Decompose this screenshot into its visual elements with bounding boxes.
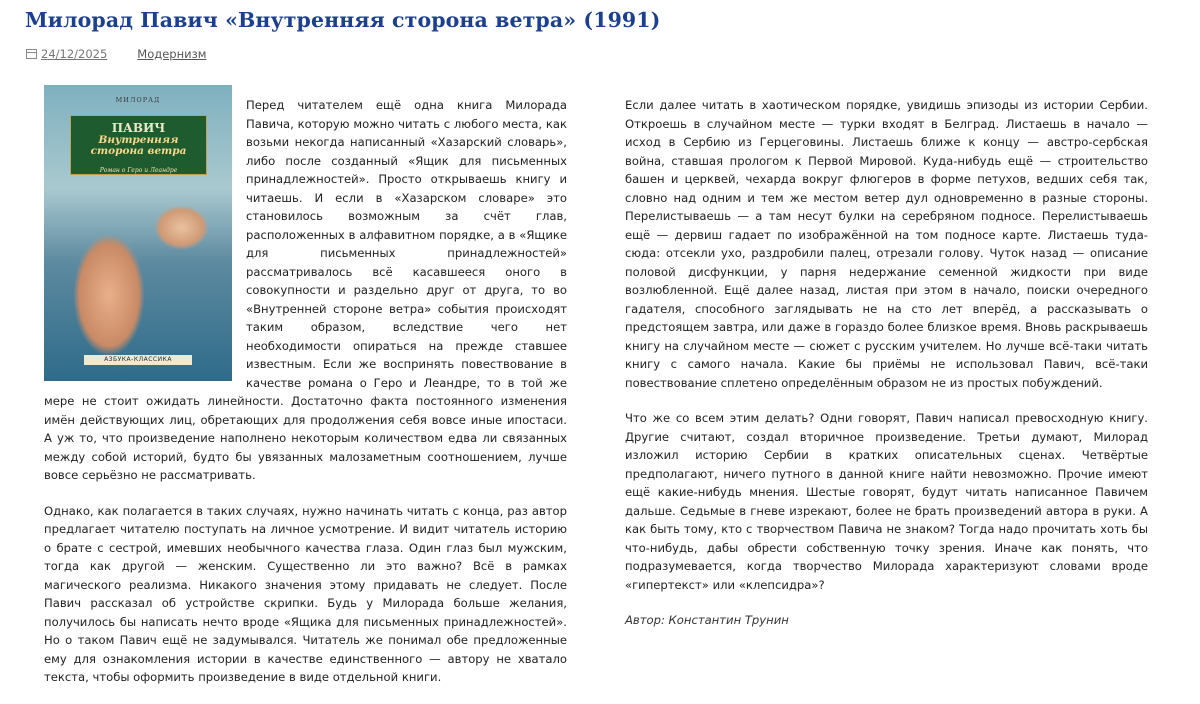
article-right-column — [625, 96, 1148, 647]
cover-title-line2: сторона ветра — [90, 145, 187, 157]
cover-cupid-art — [154, 205, 209, 250]
article-left-column — [44, 96, 567, 704]
paragraph-1: Перед читателем ещё одна книга Милорада Павича, которую можно читать с любого места, как возьми некогда написанный «Хазарский словарь», либо после созданный «Ящик для письменных принадлежностей». Просто открываешь книгу и читаешь. И если в «Хазарском словаре» это становилось возможным за счёт глав, расположенных в алфавитном порядке, а в «Ящике для письменных принадлежностей» рассматривалось всё касавшееся оного в совокупности и раздельно друг от друга, то во «Внутренней стороне ветра» события происходят таким образом, вследствие чего нет необходимости опираться на прежде ставшее известным. Если же воспринять повествование в качестве романа о Геро и Леандре, то в той же мере не стоит ожидать линейности. Достаточно факта постоянного изменения имён действующих лиц, обретающих для продолжения себя вовсе иные ипостаси. А уж то, что произведение наполнено некоторым количеством едва ли связанных между собой историй, будто бы увязанных малозаметным соотношением, лучше вовсе серьёзно не рассматривать. — [44, 98, 567, 482]
paragraph-4: Что же со всем этим делать? Одни говорят, Павич написал превосходную книгу. Другие считают, создал вторичное произведение. Третьи думают, Милорад изложил историю Сербии в кратких описательных сценах. Четвёртые предполагают, ничего путного в данной книге найти невозможно. Прочие имеют ещё какие-нибудь мнения. Шестые говорят, будут читать написанное Павичем дальше. Седьмые в гневе изрекают, более не брать произведений автора в руки. А как быть тому, кто с творчеством Павича не знаком? Тогда надо прочитать хоть бы что-нибудь, дабы обрести собственную точку зрения. Иначе как понять, что подразумевается, когда творчество Милорада характеризуют словами вроде «гипертекст» или «клепсидра»? — [625, 411, 1148, 592]
article-author: Автор: Константин Трунин — [625, 613, 789, 627]
calendar-icon — [26, 49, 37, 59]
book-cover-image — [44, 85, 232, 381]
post-title[interactable]: Милорад Павич «Внутренняя сторона ветра» (1991) — [25, 8, 661, 32]
cover-author: ПАВИЧ — [111, 121, 166, 135]
cover-title-panel — [70, 115, 207, 175]
cover-title — [71, 135, 206, 157]
paragraph-2: Однако, как полагается в таких случаях, нужно начинать читать с конца, раз автор предлагает читателю поступать на личное усмотрение. И видит читатель историю о брате с сестрой, имевших необычного качества глаза. Один глаз был мужским, тогда как другой — женским. Существенно ли это важно? Всё в рамках магического реализма. Никакого значения этому придавать не следует. После Павич рассказал об устройстве скрипки. Будь у Милорада больше желания, получилось бы написать нечто вроде «Ящика для письменных принадлежностей». Но о таком Павич ещё не задумывался. Читатель же понимал обе предложенные ему для ознакомления истории в качестве единственного — автору не хватало текста, чтобы оформить произведение в виде отдельной книги. — [44, 503, 567, 684]
post-date-link[interactable]: 24/12/2025 — [41, 47, 108, 61]
cover-publisher: АЗБУКА-КЛАССИКА — [84, 355, 192, 365]
post-meta — [26, 47, 206, 61]
paragraph-3: Если далее читать в хаотическом порядке, увидишь эпизоды из истории Сербии. Откроешь в случайном месте — турки входят в Белград. Листаешь в начало — исход в Сербию из Герцеговины. Листаешь ближе к концу — австро-сербская война, ставшая прологом к Первой Мировой. Куда-нибудь ещё — строительство башен и церквей, чехарда вокруг флюгеров в форме петухов, ведших себя так, словно над одним и тем же местом ветер дул одновременно в разные стороны. Перелистываешь — а там несут булки на серебряном подносе. Перелистываешь ещё — дервиш гадает по изображённой на том подносе карте. Листаешь туда-сюда: отсекли ухо, раздробили палец, отрезали голову. Чуток назад — описание половой дисфункции, у парня недержание семенной жидкости при виде возлюбленной. Ещё далее назад, листая при этом в начало, поиски очередного гадателя, способного заглядывать не на сто лет вперёд, а рассказывать о предстоящем завтра, или даже в гораздо более близкое время. Вновь раскрываешь книгу на случайном месте — сюжет с русским учителем. Но лучше всё-таки читать книгу с самого начала. Какие бы приёмы не использовал Павич, всё-таки повествование сплетено определённым образом не из простых побуждений. — [625, 98, 1148, 390]
category-link[interactable]: Модернизм — [137, 47, 207, 61]
cover-brand: МИЛОРАД — [115, 96, 161, 104]
cover-title-line1: Внутренняя — [98, 134, 179, 146]
cover-figure-art — [74, 235, 144, 355]
cover-subtitle: Роман о Геро и Леандре — [99, 167, 178, 174]
